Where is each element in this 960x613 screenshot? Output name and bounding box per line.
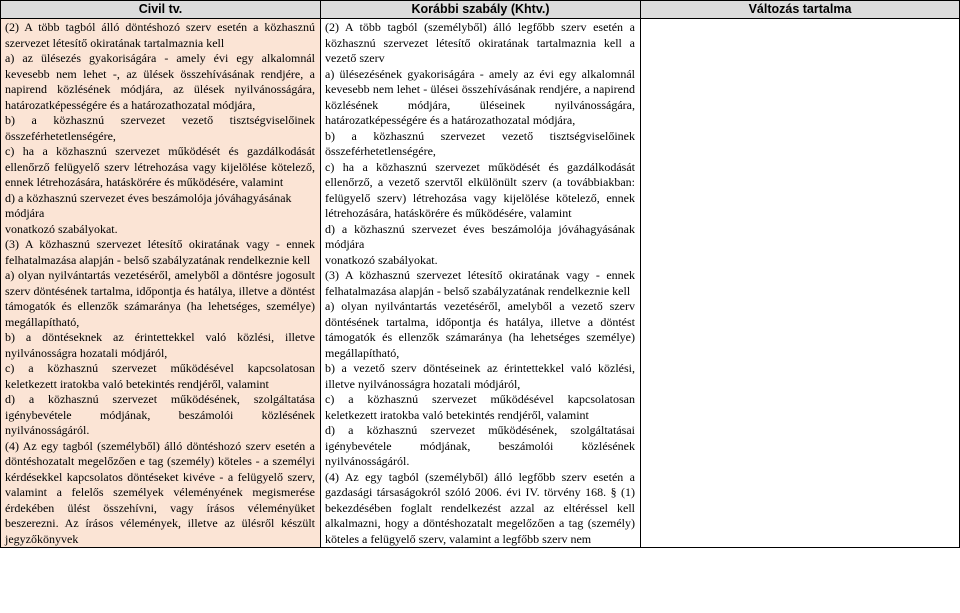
previous-paragraph: d) a közhasznú szervezet működésének, szolgáltatásai igénybevétele módjának, beszámolói közlésének nyilvánosságáról. — [325, 423, 635, 468]
civil-paragraph: d) a közhasznú szervezet működésének, szolgáltatása igénybevétele módjának, beszámolói közlésének nyilvánosságáról. — [5, 392, 315, 437]
header-change: Változás tartalma — [641, 1, 960, 19]
civil-paragraph: (2) A több tagból álló döntéshozó szerv esetén a közhasznú szervezet létesítő okiratának tartalmaznia kell — [5, 20, 315, 50]
previous-paragraph: a) ülésezésének gyakoriságára - amely az évi egy alkalomnál kevesebb nem lehet - ülései összehívásának rendjére, a napirend közlésének módjára, üléseinek nyilvánosságára, határozatképességére és a határozathozatal módjára, — [325, 66, 635, 127]
civil-paragraph: b) a közhasznú szervezet vezető tisztségviselőinek összeférhetetlenségére, — [5, 113, 315, 143]
previous-cell — [321, 19, 641, 548]
civil-paragraph: (3) A közhasznú szervezet létesítő okiratának vagy - ennek felhatalmazása alapján - belső szabályzatának rendelkeznie kell — [5, 237, 315, 267]
previous-paragraph: d) a közhasznú szervezet éves beszámolója jóváhagyásának módjára — [325, 221, 635, 251]
civil-paragraph: (4) Az egy tagból (személyből) álló döntéshozó szerv esetén a döntéshozatalt megelőzően e tag (személy) köteles - a személyi kérdésekkel kapcsolatos döntéseket kivéve - a felügyelő szerv, valamint a felelős személyek véleményének megismerése érdekében ülést összehívni, vagy írásos véleményüket beszerezni. Az írásos vélemények, illetve az ülésről készült jegyzőkönyvek — [5, 438, 315, 546]
previous-paragraph: b) a közhasznú szervezet vezető tisztségviselőinek összeférhetetlenségére, — [325, 128, 635, 158]
header-row — [1, 1, 960, 19]
previous-paragraph: (2) A több tagból (személyből) álló legfőbb szerv esetén a közhasznú szervezet létesítő okiratának tartalmaznia kell a vezető szerv — [325, 20, 635, 65]
table-row — [1, 19, 960, 548]
civil-paragraph: d) a közhasznú szervezet éves beszámolója jóváhagyásának módjára — [5, 190, 292, 220]
civil-paragraph: c) ha a közhasznú szervezet működését és gazdálkodását ellenőrző felügyelő szerv létrehozása vagy kijelölése kötelező, ennek létrehozására, hatáskörére és működésére, valamint — [5, 144, 315, 189]
previous-paragraph: c) a közhasznú szervezet működésével kapcsolatosan keletkezett iratokba való betekintés rendjéről, valamint — [325, 392, 635, 422]
previous-paragraph: b) a vezető szerv döntéseinek az érintettekkel való közlési, illetve nyilvánosságra hozatali módjáról, — [325, 361, 635, 391]
previous-paragraph: a) olyan nyilvántartás vezetéséről, amelyből a vezető szerv döntésének tartalma, időpontja és hatálya, illetve a döntést támogatók és ellenzők számaránya (ha lehetséges személye) megállapítható, — [325, 299, 635, 360]
civil-cell — [1, 19, 321, 548]
civil-paragraph: b) a döntéseknek az érintettekkel való közlési, illetve nyilvánosságra hozatali módjáról, — [5, 330, 315, 360]
header-civil: Civil tv. — [1, 1, 321, 19]
previous-paragraph: c) ha a közhasznú szervezet működését és gazdálkodását ellenőrző, a vezető szervtől elkülönült szerv (a továbbiakban: felügyelő szerv) létrehozása vagy kijelölése kötelező, ennek létrehozására, hatáskörére és működésére, valamint — [325, 159, 635, 220]
header-previous: Korábbi szabály (Khtv.) — [321, 1, 641, 19]
civil-paragraph: a) az ülésezés gyakoriságára - amely évi egy alkalomnál kevesebb nem lehet -, az ülések összehívásának rendjére, a napirend közlésének módjára, az ülések nyilvánosságára, határozatképességére és a határozathozatal módjára, — [5, 51, 315, 112]
civil-paragraph: a) olyan nyilvántartás vezetéséről, amelyből a döntésre jogosult szerv döntésének tartalma, időpontja és hatálya, illetve a döntést támogatók és ellenzők számaránya (ha lehetséges, személye) megállapítható, — [5, 268, 315, 329]
previous-paragraph: vonatkozó szabályokat. — [325, 252, 438, 267]
change-cell — [641, 19, 960, 548]
civil-paragraph: vonatkozó szabályokat. — [5, 221, 118, 236]
previous-paragraph: (4) Az egy tagból (személyből) álló legfőbb szerv esetén a gazdasági társaságokról szóló 2006. évi IV. törvény 168. § (1) bekezdésében foglalt rendelkezést azzal az eltéréssel kell alkalmazni, hogy a döntéshozatalt megelőzően a tag (személy) köteles a felügyelő szerv, valamint a legfőbb szerv nem — [325, 469, 635, 546]
civil-paragraph: c) a közhasznú szervezet működésével kapcsolatosan keletkezett iratokba való betekintés rendjéről, valamint — [5, 361, 315, 391]
previous-paragraph: (3) A közhasznú szervezet létesítő okiratának vagy - ennek felhatalmazása alapján - belső szabályzatának rendelkeznie kell — [325, 268, 635, 298]
